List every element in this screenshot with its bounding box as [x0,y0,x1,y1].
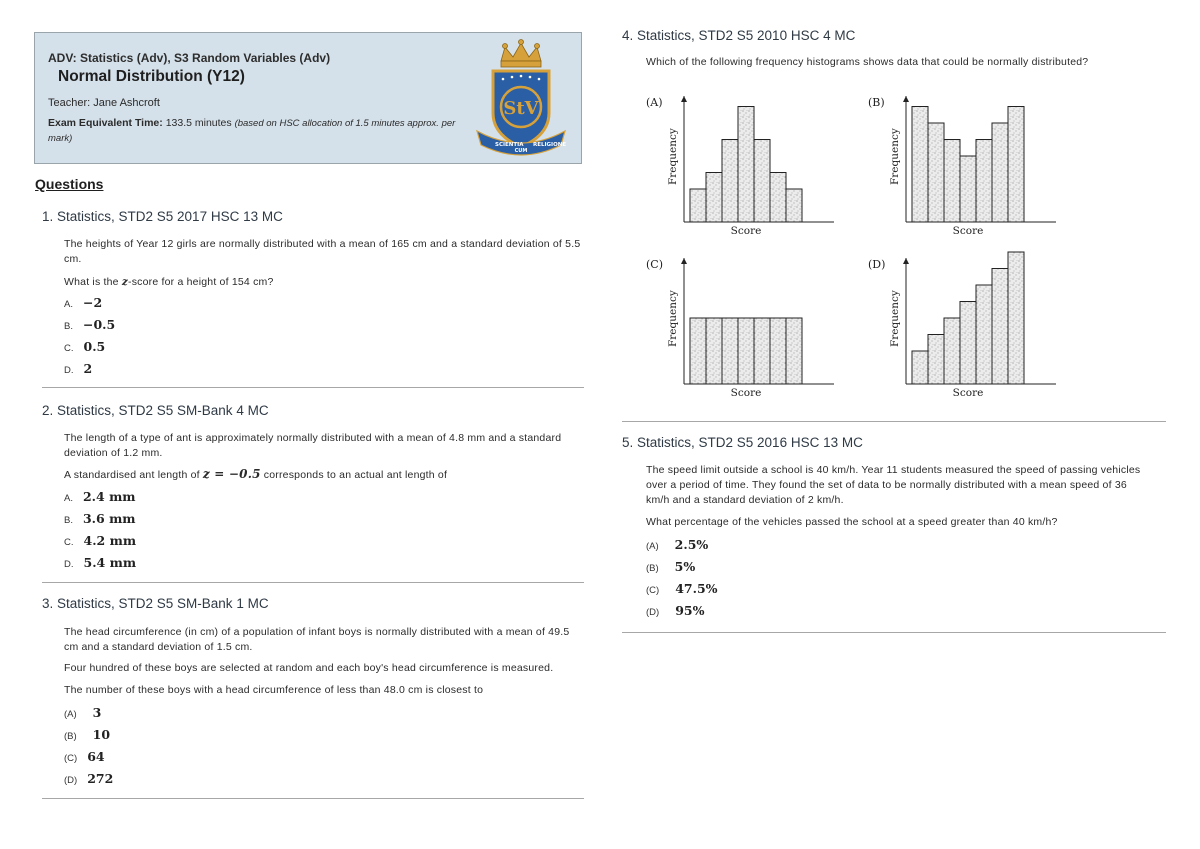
y-axis-label: Frequency [889,290,901,347]
histogram-bar [944,318,960,384]
histogram-bar [1008,252,1024,384]
q4-histograms [640,86,1170,406]
q2-option-b[interactable]: B. 3.6 mm [64,511,136,526]
exam-time-line [48,116,468,146]
q1-option-d[interactable]: D. 2 [64,361,93,376]
q4-title: 4. Statistics, STD2 S5 2010 HSC 4 MC [622,28,856,43]
x-axis-label: Score [730,225,762,237]
histogram-bar [770,173,786,223]
crest-scroll-left: SCIENTIA [495,142,524,148]
histogram-bar [738,107,754,223]
q2-option-a[interactable]: A. 2.4 mm [64,489,136,504]
x-axis-label: Score [952,387,984,399]
histogram-bar [770,318,786,384]
histogram-bar [786,318,802,384]
histogram-label-c: (C) [646,258,663,271]
q1-prompt [64,275,586,290]
q2-divider [42,582,584,583]
q1-prompt-var: z [121,276,129,288]
histogram-bar [960,156,976,222]
q2-option-d[interactable]: D. 5.4 mm [64,555,137,570]
q5-option-c[interactable]: (C) 47.5% [646,581,718,596]
y-axis-arrow [681,96,687,102]
y-axis-label: Frequency [889,128,901,185]
histogram-bar [690,189,706,222]
q1-text: The heights of Year 12 girls are normally distributed with a mean of 165 cm and a standard deviation of 5.5 cm. [64,238,581,265]
y-axis-arrow [681,258,687,264]
q3-text-3: The number of these boys with a head circumference of less than 48.0 cm is closest to [64,684,484,696]
crest-scroll-right: RELIGIONE [533,142,567,148]
teacher-name: Jane Ashcroft [93,97,160,109]
q1-prompt-post: -score for a height of 154 cm? [128,276,274,288]
q5-prompt: What percentage of the vehicles passed the school at a speed greater than 40 km/h? [646,516,1058,528]
histogram-c [646,258,834,399]
course-subtitle: ADV: Statistics (Adv), S3 Random Variables (Adv) [48,51,331,65]
histogram-bar [754,318,770,384]
crest-scroll-mid: CUM [514,148,528,154]
teacher-label: Teacher: [48,97,91,109]
q1-option-b[interactable]: B. −0.5 [64,317,116,332]
q5-title: 5. Statistics, STD2 S5 2016 HSC 13 MC [622,435,863,450]
q3-option-b[interactable]: (B) 10 [64,727,111,742]
q3-option-c[interactable]: (C) 64 [64,749,105,764]
page-title: Normal Distribution (Y12) [58,68,245,85]
y-axis-arrow [903,96,909,102]
q5-divider [622,632,1166,633]
y-axis-arrow [903,258,909,264]
teacher-line [48,97,160,109]
q3-text-1: The head circumference (in cm) of a population of infant boys is normally distributed with a mean of 49.5 cm and a standard deviation of 1.5 cm. [64,626,570,653]
histogram-bar [912,351,928,384]
histogram-bar [722,318,738,384]
histogram-bar [976,285,992,384]
q3-text-2: Four hundred of these boys are selected at random and each boy's head circumference is measured. [64,662,554,674]
q1-title: 1. Statistics, STD2 S5 2017 HSC 13 MC [42,209,283,224]
school-crest-logo [471,39,571,159]
q2-prompt [64,467,586,483]
q3-divider [42,798,584,799]
histogram-bar [928,335,944,385]
histogram-b [868,96,1056,237]
q5-option-b[interactable]: (B) 5% [646,559,696,574]
histogram-bar [992,269,1008,385]
q5-option-d[interactable]: (D) 95% [646,603,705,618]
histogram-a [646,96,834,237]
histogram-bar [690,318,706,384]
histogram-bar [960,302,976,385]
q4-divider [622,421,1166,422]
exam-time-value: 133.5 minutes [165,117,232,129]
histogram-bar [944,140,960,223]
q1-option-a[interactable]: A. −2 [64,295,103,310]
histogram-d [868,252,1056,399]
q5-option-a[interactable]: (A) 2.5% [646,537,709,552]
histogram-bar [786,189,802,222]
histogram-bar [738,318,754,384]
q1-divider [42,387,584,388]
q2-prompt-post: corresponds to an actual ant length of [260,469,448,481]
histogram-bar [992,123,1008,222]
x-axis-label: Score [730,387,762,399]
crest-initials: StV [503,98,539,119]
q5-text: The speed limit outside a school is 40 km/h. Year 11 students measured the speed of passing vehicles over a period of time. They found the set of data to be normally distributed with a mean speed of 36 km/h and a standard deviation of 2 km/h. [646,464,1141,506]
histogram-label-a: (A) [646,96,663,109]
histogram-bar [706,173,722,223]
q2-prompt-pre: A standardised ant length of [64,469,203,481]
histogram-bar [1008,107,1024,223]
worksheet-header [34,32,582,164]
histogram-bar [754,140,770,223]
y-axis-label: Frequency [667,290,679,347]
q1-option-c[interactable]: C. 0.5 [64,339,106,354]
q2-title: 2. Statistics, STD2 S5 SM-Bank 4 MC [42,403,269,418]
q3-option-a[interactable]: (A) 3 [64,705,102,720]
q2-option-c[interactable]: C. 4.2 mm [64,533,137,548]
histogram-bar [706,318,722,384]
exam-time-label: Exam Equivalent Time: [48,117,163,129]
x-axis-label: Score [952,225,984,237]
q2-text: The length of a type of ant is approximately normally distributed with a mean of 4.8 mm and a standard deviation of 1.2 mm. [64,432,562,459]
histogram-bar [912,107,928,223]
y-axis-label: Frequency [667,128,679,185]
histogram-label-d: (D) [868,258,886,271]
histogram-bar [976,140,992,223]
histogram-label-b: (B) [868,96,885,109]
q4-text: Which of the following frequency histograms shows data that could be normally distributed? [646,56,1089,68]
histogram-bar [722,140,738,223]
q3-title: 3. Statistics, STD2 S5 SM-Bank 1 MC [42,596,269,611]
exam-time-note: (based on HSC allocation of 1.5 minutes approx. per mark) [48,118,456,144]
q3-option-d[interactable]: (D) 272 [64,771,114,786]
q2-prompt-math: z = −0.5 [202,467,261,481]
questions-heading: Questions [35,176,104,192]
histogram-bar [928,123,944,222]
q1-prompt-pre: What is the [64,276,122,288]
